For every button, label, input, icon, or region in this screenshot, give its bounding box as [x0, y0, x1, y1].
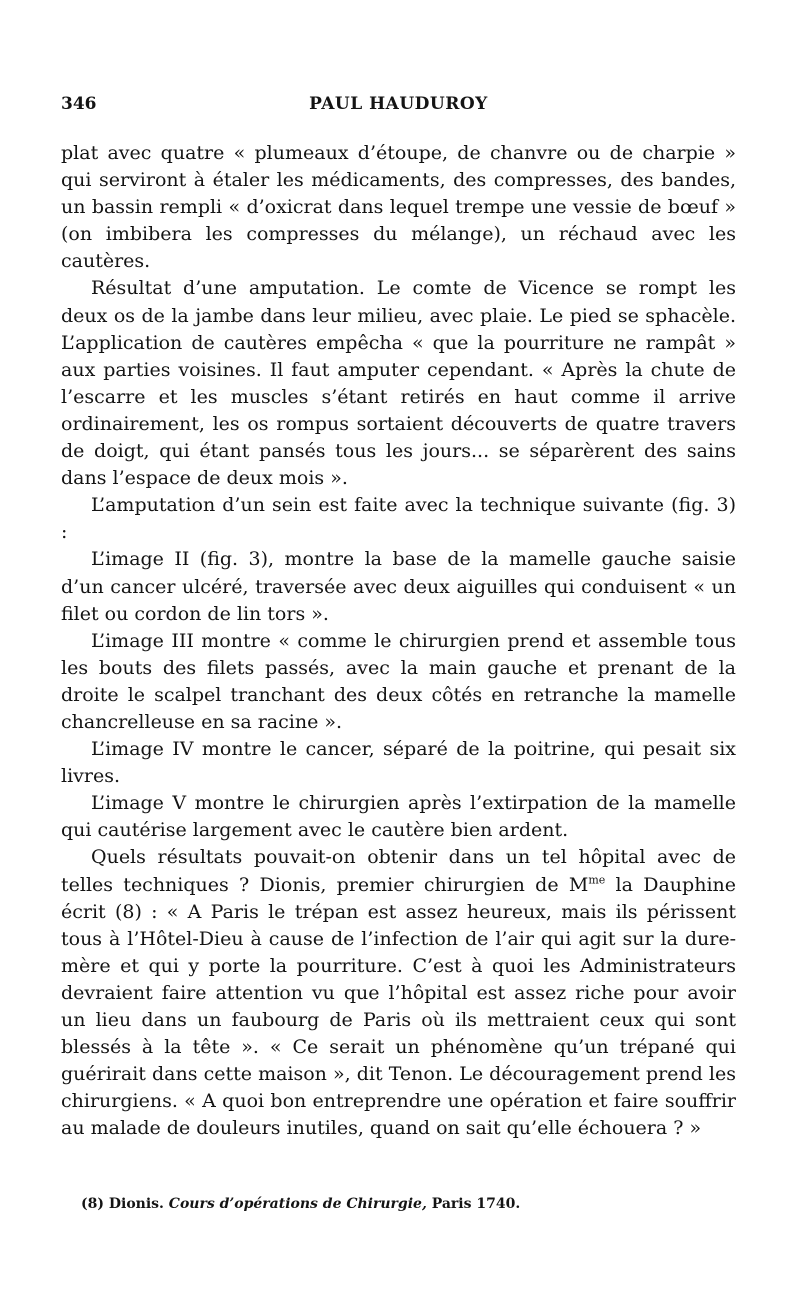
- footnote-suffix: Paris 1740.: [426, 1196, 521, 1212]
- paragraph-text-end: la Dauphine écrit (8) : « A Paris le trépan est assez heureux, mais ils périssent tous à l’Hôtel-Dieu à cause de l’infection de l’air qui agit sur la dure-mère et qui y porte la pourriture. C’est à quoi les Administrateurs devraient faire attention vu que l’hôpital est assez riche pour avoir un lieu dans un faubourg de Paris où ils mettraient ceux qui sont blessés à la tête ». « Ce serait un phénomène qu’un trépané qui guérirait dans cette maison », dit Tenon. Le découragement prend les chirurgiens. « A quoi bon entreprendre une opération et faire souffrir au malade de douleurs inutiles, quand on sait qu’elle échouera ? »: [61, 873, 736, 1140]
- page-header: [61, 94, 736, 118]
- paragraph: L’image III montre « comme le chirurgien prend et assemble tous les bouts des filets passés, avec la main gauche et prenant de la droite le scalpel tranchant des deux côtés en retranche la mamelle chancrelleuse en sa racine ».: [61, 629, 736, 733]
- paragraph: plat avec quatre « plumeaux d’étoupe, de chanvre ou de charpie » qui serviront à étaler les médicaments, des compresses, des bandes, un bassin rempli « d’oxicrat dans lequel trempe une vessie de bœuf » (on imbibera les compresses du mélange), un réchaud avec les cautères.: [61, 142, 736, 273]
- paragraph-last: [61, 844, 736, 1142]
- paragraph: L’image V montre le chirurgien après l’extirpation de la mamelle qui cautérise largement avec le cautère bien ardent.: [61, 792, 736, 842]
- page-number: 346: [61, 94, 97, 114]
- running-title: PAUL HAUDUROY: [309, 94, 488, 114]
- body-text: [61, 140, 736, 1142]
- footnote-prefix: (8) Dionis.: [81, 1196, 169, 1212]
- honorific-superscript: me: [588, 873, 606, 887]
- paragraph: Résultat d’une amputation. Le comte de Vicence se rompt les deux os de la jambe dans leur milieu, avec plaie. Le pied se sphacèle. L’application de cautères empêcha « que la pourriture ne rampât » aux parties voisines. Il faut amputer cependant. « Après la chute de l’escarre et les muscles s’étant retirés en haut comme il arrive ordinairement, les os rompus sortaient découverts de quatre travers de doigt, qui étant pansés tous les jours... se séparèrent des sains dans l’espace de deux mois ».: [61, 277, 736, 490]
- paragraph-text-start: Quels résultats pouvait-on obtenir dans un tel hôpital avec de telles techniques ? Dionis, premier chirurgien de M: [61, 846, 736, 896]
- footnote: [81, 1196, 731, 1212]
- footnote-source-title: Cours d’opérations de Chirurgie,: [168, 1196, 427, 1212]
- paragraph: L’image II (fig. 3), montre la base de la mamelle gauche saisie d’un cancer ulcéré, traversée avec deux aiguilles qui conduisent « un filet ou cordon de lin tors ».: [61, 548, 736, 625]
- paragraph: L’amputation d’un sein est faite avec la technique suivante (fig. 3) :: [61, 494, 736, 544]
- paragraph: L’image IV montre le cancer, séparé de la poitrine, qui pesait six livres.: [61, 738, 736, 788]
